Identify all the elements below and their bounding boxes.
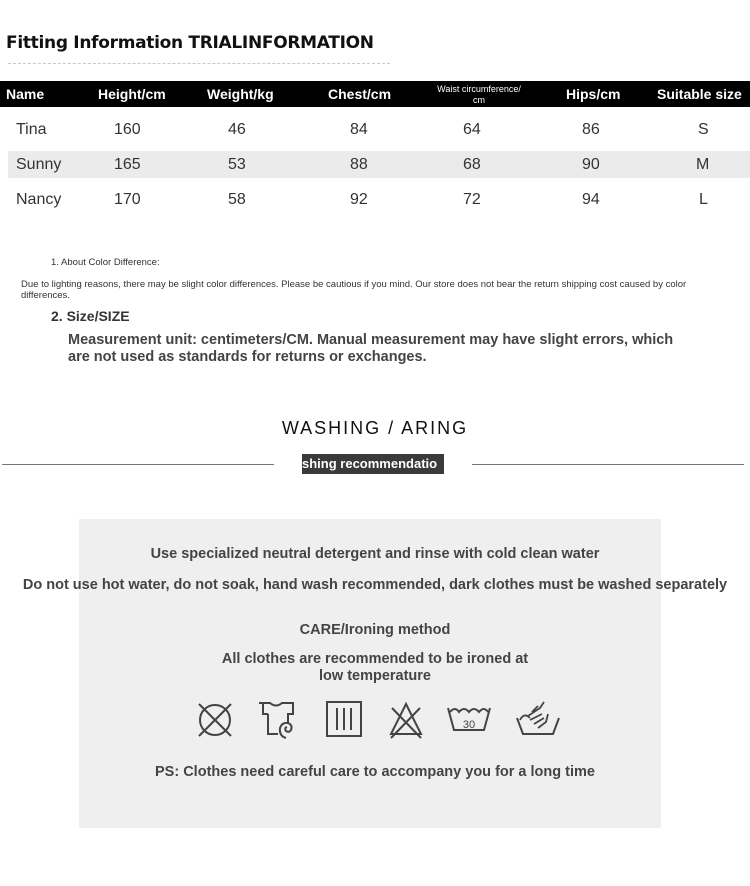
header-name: Name bbox=[6, 86, 45, 102]
care-line-2: low temperature bbox=[319, 668, 431, 684]
cell-height: 165 bbox=[114, 156, 141, 173]
title-divider bbox=[8, 63, 390, 64]
cell-chest: 88 bbox=[350, 156, 368, 173]
cell-waist: 64 bbox=[463, 121, 481, 138]
color-note-body: Due to lighting reasons, there may be slight color differences. Please be cautious if you mind. Our store does not bear the return shipping cost caused by color differences. bbox=[21, 279, 687, 301]
cell-chest: 92 bbox=[350, 191, 368, 208]
hand-wash-icon bbox=[514, 698, 562, 742]
wash-line-1: Use specialized neutral detergent and rinse with cold clean water bbox=[150, 546, 600, 562]
care-line-1: All clothes are recommended to be ironed at bbox=[221, 651, 529, 667]
washing-title: WASHING / ARING bbox=[281, 418, 469, 438]
cell-weight: 46 bbox=[228, 121, 246, 138]
table-row bbox=[8, 151, 750, 178]
table-row bbox=[8, 116, 750, 143]
cell-height: 170 bbox=[114, 191, 141, 208]
cell-name: Nancy bbox=[16, 191, 62, 208]
cell-hips: 94 bbox=[582, 191, 600, 208]
header-size: Suitable size bbox=[657, 86, 742, 102]
size-note-body: Measurement unit: centimeters/CM. Manual measurement may have slight errors, which are not used as standards for returns or exchanges. bbox=[68, 332, 674, 365]
cell-weight: 53 bbox=[228, 156, 246, 173]
table-row bbox=[8, 186, 750, 213]
ps-note: PS: Clothes need careful care to accompany you for a long time bbox=[155, 764, 595, 780]
color-note-heading: 1. About Color Difference: bbox=[51, 257, 160, 268]
header-chest: Chest/cm bbox=[328, 86, 392, 102]
page-title: Fitting Information TRIALINFORMATION bbox=[6, 33, 374, 53]
header-waist bbox=[427, 84, 531, 110]
size-note-heading: 2. Size/SIZE bbox=[51, 308, 130, 324]
header-hips: Hips/cm bbox=[566, 86, 621, 102]
cell-waist: 72 bbox=[463, 191, 481, 208]
header-height: Height/cm bbox=[98, 86, 166, 102]
cell-hips: 90 bbox=[582, 156, 600, 173]
care-icons bbox=[190, 698, 570, 742]
wash-30-icon bbox=[445, 698, 493, 742]
cell-height: 160 bbox=[114, 121, 141, 138]
cell-chest: 84 bbox=[350, 121, 368, 138]
header-waist-line2: cm bbox=[473, 95, 485, 105]
wash-line-2: Do not use hot water, do not soak, hand wash recommended, dark clothes must be washed separately bbox=[22, 577, 728, 593]
right-divider bbox=[472, 464, 744, 465]
header-waist-line1: Waist circumference/ bbox=[437, 84, 521, 94]
do-not-wring-icon bbox=[256, 698, 300, 742]
cell-size: L bbox=[699, 191, 708, 208]
drip-dry-icon bbox=[323, 698, 367, 742]
do-not-tumble-dry-icon bbox=[193, 698, 237, 742]
cell-size: S bbox=[698, 121, 709, 138]
cell-name: Tina bbox=[16, 121, 47, 138]
cell-hips: 86 bbox=[582, 121, 600, 138]
cell-waist: 68 bbox=[463, 156, 481, 173]
care-heading: CARE/Ironing method bbox=[299, 622, 451, 638]
do-not-bleach-icon bbox=[384, 698, 428, 742]
left-divider bbox=[2, 464, 274, 465]
wash-temp-label: 30 bbox=[462, 719, 476, 731]
washing-recommendation-badge: shing recommendatio bbox=[302, 454, 444, 474]
cell-name: Sunny bbox=[16, 156, 62, 173]
header-weight: Weight/kg bbox=[207, 86, 274, 102]
cell-weight: 58 bbox=[228, 191, 246, 208]
cell-size: M bbox=[696, 156, 710, 173]
table-header bbox=[0, 81, 750, 107]
